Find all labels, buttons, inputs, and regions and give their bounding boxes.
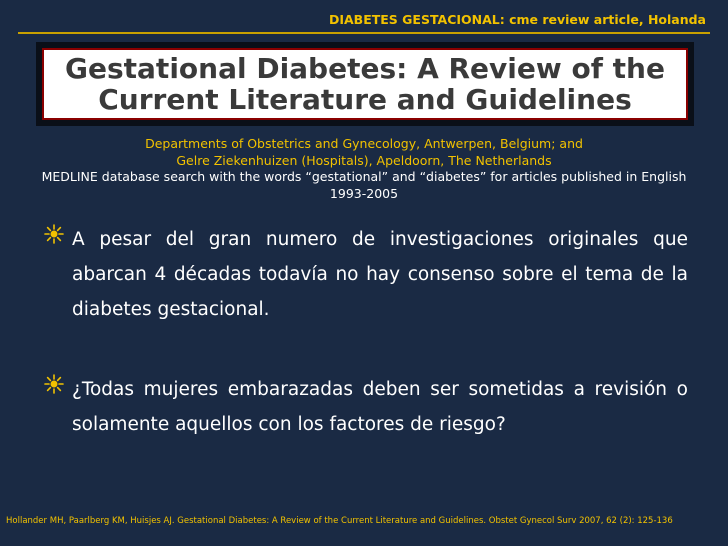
affiliation-line-1: Departments of Obstetrics and Gynecology, Antwerpen, Belgium; and	[145, 136, 583, 151]
banner-title-line-1: Gestational Diabetes: A Review of the	[65, 52, 665, 85]
bullet-item	[44, 222, 688, 327]
affiliation	[0, 135, 728, 169]
title-banner-frame	[42, 48, 688, 120]
header-divider	[18, 32, 710, 34]
search-description	[0, 168, 728, 202]
header-title: DIABETES GESTACIONAL: cme review article, Holanda	[328, 12, 706, 27]
bullet-item	[44, 372, 688, 442]
search-line-2: 1993-2005	[329, 186, 399, 201]
sun-bullet-icon	[44, 224, 64, 244]
bullet-text: ¿Todas mujeres embarazadas deben ser sometidas a revisión o solamente aquellos con los factores de riesgo?	[72, 379, 688, 435]
banner-title-line-2: Current Literature and Guidelines	[98, 83, 632, 116]
footer-reference: Hollander MH, Paarlberg KM, Huisjes AJ. Gestational Diabetes: A Review of the Current Literature and Guidelines. Obstet Gynecol Surv 2007, 62 (2): 125-136	[6, 516, 673, 526]
search-line-1: MEDLINE database search with the words “gestational” and “diabetes” for articles published in English	[41, 169, 687, 184]
sun-bullet-icon	[44, 374, 64, 394]
title-banner-image	[36, 42, 694, 126]
bullet-text: A pesar del gran numero de investigaciones originales que abarcan 4 décadas todavía no hay consenso sobre el tema de la diabetes gestacional.	[72, 229, 688, 320]
affiliation-line-2: Gelre Ziekenhuizen (Hospitals), Apeldoorn, The Netherlands	[176, 153, 552, 168]
